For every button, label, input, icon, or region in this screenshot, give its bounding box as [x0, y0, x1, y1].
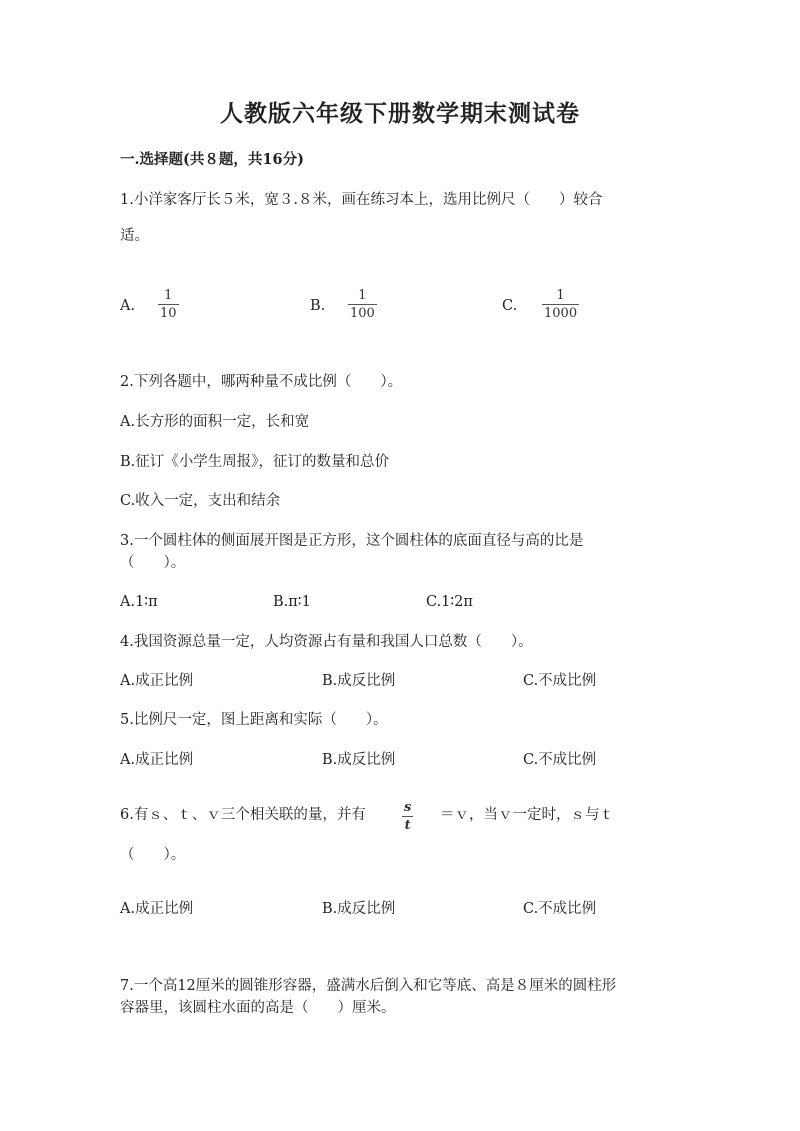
- fraction-bar: [348, 304, 377, 305]
- q2-option-a: A.长方形的面积一定，长和宽: [120, 414, 310, 430]
- q2-stem: 2.下列各题中，哪两种量不成比例（ ）。: [120, 374, 403, 390]
- fraction-denominator: 1000: [544, 306, 578, 321]
- q3-option-a: A.1∶π: [120, 594, 158, 610]
- q1-stem-line2: 适。: [120, 228, 149, 244]
- q5-stem: 5.比例尺一定，图上距离和实际（ ）。: [120, 712, 388, 728]
- q1-option-b-label: B.: [310, 298, 326, 314]
- q4-option-b: B.成反比例: [322, 673, 396, 689]
- q1-option-a-fraction: [158, 288, 179, 321]
- q6-option-a: A.成正比例: [120, 901, 194, 917]
- q4-option-a: A.成正比例: [120, 673, 194, 689]
- q3-stem-line2: （ ）。: [120, 555, 186, 571]
- q5-option-b: B.成反比例: [322, 752, 396, 768]
- fraction-numerator: 1: [358, 288, 367, 303]
- q2-option-b: B.征订《小学生周报》，征订的数量和总价: [120, 454, 390, 470]
- q6-option-c: C.不成比例: [523, 901, 597, 917]
- fraction-denominator: t: [404, 818, 411, 833]
- fraction-numerator: s: [404, 800, 412, 815]
- fraction-bar: [158, 304, 179, 305]
- q1-option-c-fraction: [542, 288, 579, 321]
- q6-stem-part1: 6.有ｓ、ｔ、ｖ三个相关联的量，并有: [120, 807, 366, 823]
- q5-option-c: C.不成比例: [523, 752, 597, 768]
- fraction-bar: [402, 816, 413, 817]
- fraction-numerator: 1: [164, 288, 173, 303]
- q6-option-b: B.成反比例: [322, 901, 396, 917]
- q3-stem-line1: 3.一个圆柱体的侧面展开图是正方形，这个圆柱体的底面直径与高的比是: [120, 533, 584, 549]
- q5-option-a: A.成正比例: [120, 752, 194, 768]
- q2-option-c: C.收入一定，支出和结余: [120, 493, 281, 509]
- q1-option-c-label: C.: [502, 298, 518, 314]
- q6-stem-part2: ＝ｖ，当ｖ一定时，ｓ与ｔ: [440, 807, 614, 823]
- section-heading: 一.选择题(共８题，共16分): [120, 151, 304, 168]
- q4-option-c: C.不成比例: [523, 673, 597, 689]
- q1-option-a-label: A.: [120, 298, 136, 314]
- q4-stem: 4.我国资源总量一定，人均资源占有量和我国人口总数（ ）。: [120, 634, 533, 650]
- fraction-denominator: 10: [160, 306, 177, 321]
- q7-stem-line1: 7.一个高12厘米的圆锥形容器，盛满水后倒入和它等底、高是８厘米的圆柱形: [120, 978, 617, 994]
- page-title: 人教版六年级下册数学期末测试卷: [220, 100, 580, 127]
- fraction-denominator: 100: [350, 306, 375, 321]
- q1-option-b-fraction: [348, 288, 377, 321]
- q6-s-over-t-fraction: [402, 800, 413, 833]
- fraction-bar: [542, 304, 579, 305]
- q6-stem-line2: （ ）。: [120, 847, 186, 863]
- fraction-numerator: 1: [556, 288, 565, 303]
- q7-stem-line2: 容器里，该圆柱水面的高是（ ）厘米。: [120, 1000, 396, 1016]
- q3-option-c: C.1∶2π: [426, 594, 473, 610]
- q3-option-b: B.π∶1: [273, 594, 311, 610]
- q1-stem-line1: 1.小洋家客厅长５米，宽３.８米，画在练习本上，选用比例尺（ ）较合: [120, 192, 603, 208]
